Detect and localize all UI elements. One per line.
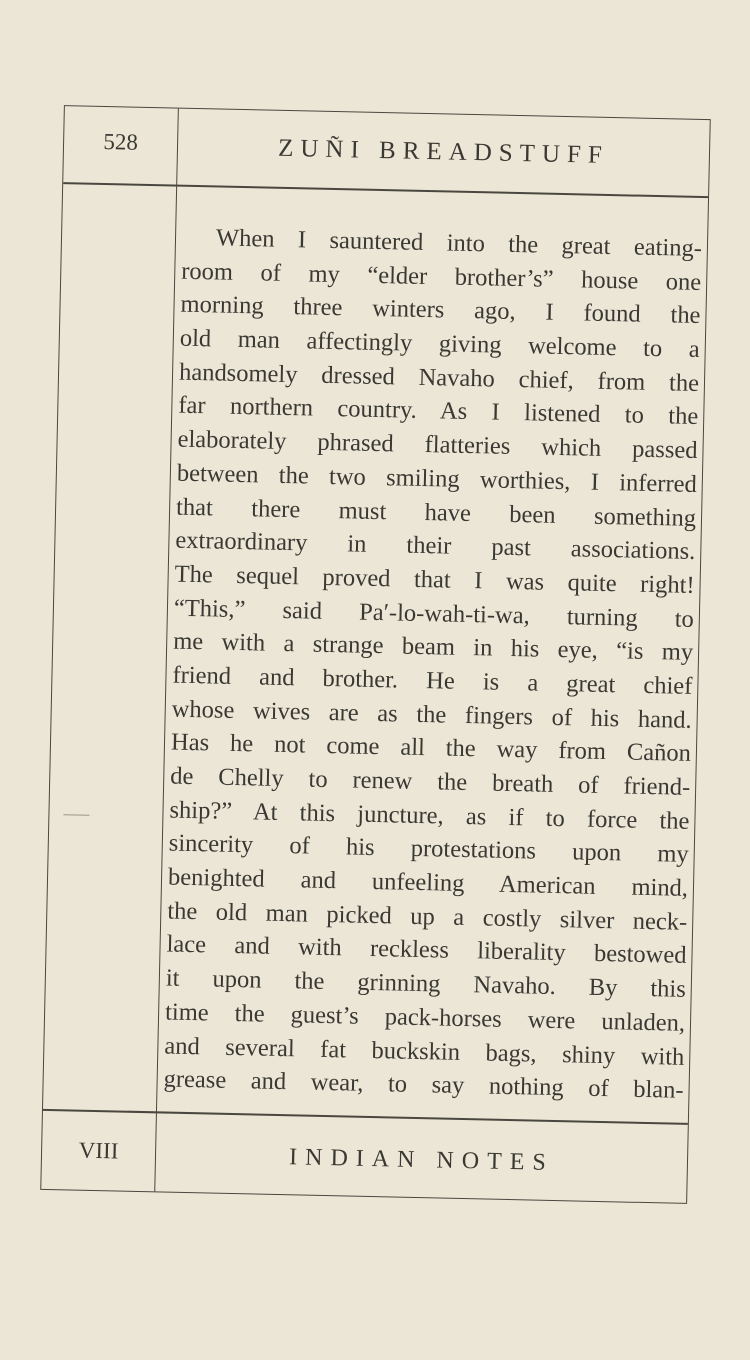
text-line: friend and brother. He is a great chief <box>172 661 693 700</box>
text-line: elaborately phrased flatteries which passed <box>177 425 698 465</box>
series-title: INDIAN NOTES <box>288 1144 555 1177</box>
text-line: grease and wear, to say nothing of blan- <box>163 1065 684 1105</box>
text-line: “This,” said Pa′-lo-wah-ti-wa, turning to <box>173 594 695 633</box>
text-line: ship?” At this juncture, as if to force the <box>169 796 690 835</box>
text-line: room of my “elder brother’s” house one <box>181 257 702 296</box>
text-line: and several fat buckskin bags, shiny with <box>164 1031 685 1071</box>
text-line: When I sauntered into the great eating- <box>215 224 703 263</box>
text-line: lace and with reckless liberality bestowed <box>166 930 687 970</box>
text-line: de Chelly to renew the breath of friend- <box>170 762 691 801</box>
text-line: handsomely dressed Navaho chief, from the <box>178 358 700 397</box>
page-frame <box>40 105 711 1204</box>
text-line: old man affectingly giving welcome to a <box>179 324 701 364</box>
volume-number: VIII <box>78 1137 119 1164</box>
page-header <box>63 106 710 198</box>
text-line: morning three winters ago, I found the <box>180 291 701 330</box>
margin-mark <box>63 814 89 816</box>
running-title: ZUÑI BREADSTUFF <box>277 134 610 169</box>
text-line: me with a strange beam in his eye, “is my <box>172 627 694 667</box>
text-line: it upon the grinning Navaho. By this <box>165 964 687 1003</box>
page-footer <box>41 1109 688 1203</box>
text-line: whose wives are as the fingers of his hand. <box>171 695 692 734</box>
text-line: that there must have been something <box>175 493 697 532</box>
text-line: The sequel proved that I was quite right! <box>174 560 695 599</box>
text-line: sincerity of his protestations upon my <box>168 829 690 869</box>
page-number: 528 <box>103 128 139 155</box>
body-text <box>163 221 702 1108</box>
text-line: between the two smiling worthies, I inferred <box>176 459 698 498</box>
text-line: extraordinary in their past associations. <box>175 526 696 566</box>
text-line: time the guest’s pack-horses were unladen, <box>164 998 686 1037</box>
text-line: the old man picked up a costly silver neck- <box>167 897 688 936</box>
text-line: far northern country. As I listened to the <box>178 392 699 431</box>
text-line: Has he not come all the way from Cañon <box>170 728 692 768</box>
text-line: benighted and unfeeling American mind, <box>167 863 689 902</box>
